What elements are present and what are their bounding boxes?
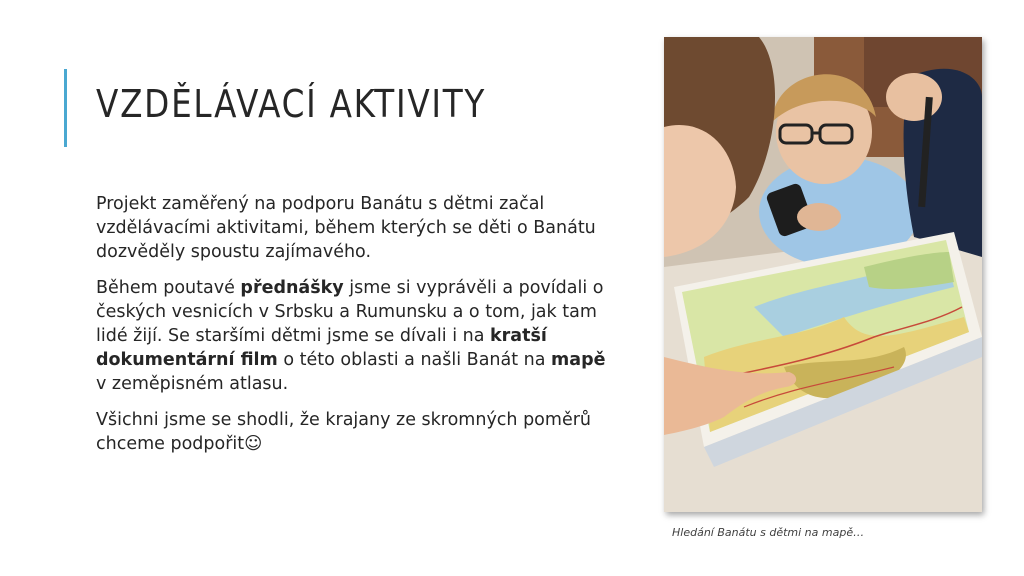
bold-lecture: přednášky <box>240 278 344 298</box>
text-run: Všichni jsme se shodli, že krajany ze skromných poměrů chceme podpořit <box>96 410 591 454</box>
text-run: o této oblasti a našli Banát na <box>277 350 552 370</box>
bold-film: kratší dokumentární film <box>96 326 547 370</box>
text-run: v zeměpisném atlasu. <box>96 374 289 394</box>
text-run: Během poutavé <box>96 278 241 298</box>
text-run: jsme si vyprávěli a povídali o českých vesnicích v Srbsku a Rumunsku a o tom, jak tam lidé žijí. Se staršími dětmi jsme se dívali i na <box>96 278 604 346</box>
slide-title: VZDĚLÁVACÍ AKTIVITY <box>96 82 487 126</box>
photo-children-atlas <box>664 37 982 512</box>
bold-map: mapě <box>551 350 606 370</box>
paragraph-lecture <box>96 276 616 396</box>
paragraph-support <box>96 408 616 456</box>
paragraph-intro: Projekt zaměřený na podporu Banátu s dětmi začal vzdělávacími aktivitami, během kterých se děti o Banátu dozvěděly spoustu zajímavého. <box>96 194 596 262</box>
slide-body <box>96 192 616 468</box>
photo-illustration <box>664 37 982 512</box>
title-accent-bar <box>64 69 67 147</box>
smiley-icon: ☺ <box>244 434 263 454</box>
photo-caption: Hledání Banátu s dětmi na mapě… <box>672 526 865 539</box>
